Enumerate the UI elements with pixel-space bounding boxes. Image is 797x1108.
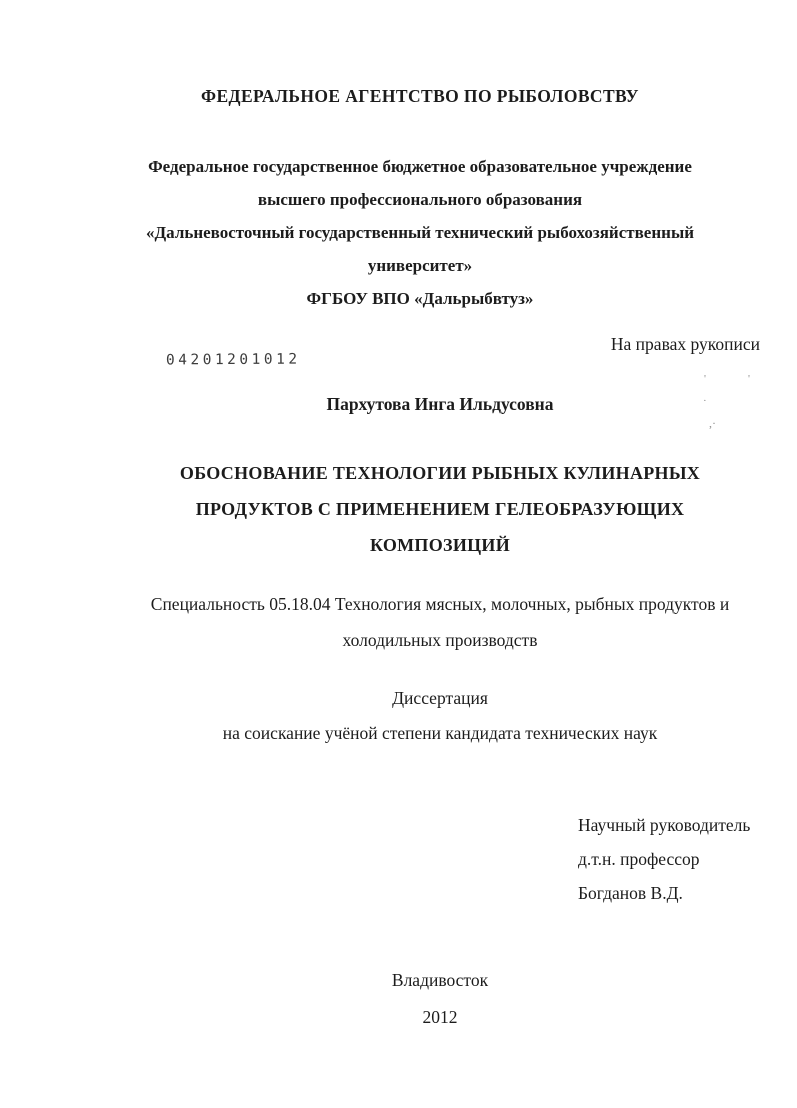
university-line: высшего профессионального образования [257,190,583,209]
supervisor-degree: д.т.н. профессор [578,849,700,869]
agency-header: ФЕДЕРАЛЬНОЕ АГЕНТСТВО ПО РЫБОЛОВСТВУ [201,86,639,106]
supervisor-block [578,808,778,910]
university-line: университет» [367,256,473,275]
supervisor-name: Богданов В.Д. [578,883,683,903]
scan-artifact: · [703,395,707,407]
supervisor-role: Научный руководитель [578,815,751,835]
dissertation-statement-line: на соискание учёной степени кандидата технических наук [222,723,658,743]
specialty-block [80,586,797,658]
scan-artifact: ' [704,373,706,385]
city-year-block [80,962,797,1036]
university-line: «Дальневосточный государственный технический рыбохозяйственный [145,223,695,242]
year: 2012 [422,1007,458,1027]
manuscript-rights-note: На правах рукописи [610,334,760,354]
scan-artifact: ' [748,373,750,385]
university-block [60,150,780,315]
university-line: Федеральное государственное бюджетное образовательное учреждение [148,157,692,176]
stamp-number: 04201201012 [165,351,301,369]
dissertation-statement-line: Диссертация [392,688,488,708]
university-abbreviation: ФГБОУ ВПО «Дальрыбвтуз» [306,289,534,308]
dissertation-title-line: ПРОДУКТОВ С ПРИМЕНЕНИЕМ ГЕЛЕОБРАЗУЮЩИХ [195,499,685,519]
specialty-line: Специальность 05.18.04 Технология мясных, молочных, рыбных продуктов и [150,594,730,614]
dissertation-title [80,455,797,563]
specialty-line: холодильных производств [342,630,538,650]
city-name: Владивосток [391,970,489,990]
dissertation-title-line: КОМПОЗИЦИЙ [369,535,511,555]
dissertation-title-line: ОБОСНОВАНИЕ ТЕХНОЛОГИИ РЫБНЫХ КУЛИНАРНЫХ [179,463,701,483]
dissertation-statement-block [80,681,797,751]
author-name: Пархутова Инга Ильдусовна [326,394,554,414]
scan-artifact: ,· [709,416,716,430]
